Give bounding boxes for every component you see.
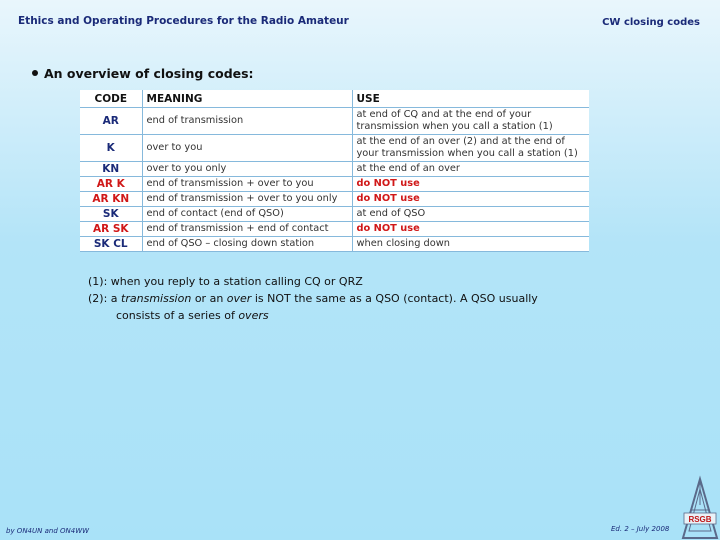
rsgb-logo-text: RSGB xyxy=(688,515,712,524)
footnote-2-text-c: is NOT the same as a QSO (contact). A QSO usually xyxy=(254,292,538,305)
footnote-1-text: when you reply to a station calling CQ or QRZ xyxy=(110,275,363,288)
footnote-2-text-d: consists of a series of xyxy=(116,309,235,322)
footnote-2-text-b: or an xyxy=(194,292,224,305)
bullet-dot-icon xyxy=(32,70,38,76)
use-cell: at the end of an over xyxy=(352,162,589,177)
use-cell: at end of CQ and at the end of your transmission when you call a station (1) xyxy=(352,108,589,135)
footnote-2-em-overs: overs xyxy=(238,309,269,322)
footnote-2-text-a: a xyxy=(110,292,118,305)
header-code: CODE xyxy=(80,90,142,108)
footnote-2-em-transmission: transmission xyxy=(121,292,192,305)
use-cell: at end of QSO xyxy=(352,207,589,222)
bullet-heading xyxy=(32,66,254,81)
table-row xyxy=(80,177,589,192)
table-row xyxy=(80,192,589,207)
table-row xyxy=(80,207,589,222)
code-cell: AR K xyxy=(80,177,142,192)
bullet-text: An overview of closing codes: xyxy=(44,66,254,81)
header-use: USE xyxy=(352,90,589,108)
use-cell: do NOT use xyxy=(352,192,589,207)
footnote-2-continuation xyxy=(88,307,538,324)
footnote-2-em-over: over xyxy=(226,292,252,305)
footnote-2 xyxy=(88,290,538,307)
meaning-cell: end of transmission + over to you xyxy=(142,177,352,192)
document-title: Ethics and Operating Procedures for the Radio Amateur xyxy=(18,15,349,27)
use-cell: at the end of an over (2) and at the end of your transmission when you call a station (1) xyxy=(352,135,589,162)
rsgb-logo-icon xyxy=(680,475,720,540)
meaning-cell: end of transmission + end of contact xyxy=(142,222,352,237)
code-cell: SK xyxy=(80,207,142,222)
use-cell: when closing down xyxy=(352,237,589,252)
footer-authors: by ON4UN and ON4WW xyxy=(6,527,90,535)
footnote-1-label: (1): xyxy=(88,275,108,288)
code-cell: AR KN xyxy=(80,192,142,207)
footer-edition: Ed. 2 – July 2008 xyxy=(611,525,670,533)
section-title: CW closing codes xyxy=(602,17,700,28)
meaning-cell: end of contact (end of QSO) xyxy=(142,207,352,222)
closing-codes-table xyxy=(80,90,589,252)
meaning-cell: over to you only xyxy=(142,162,352,177)
footnote-2-label: (2): xyxy=(88,292,108,305)
code-cell: AR xyxy=(80,108,142,135)
code-cell: K xyxy=(80,135,142,162)
table-row xyxy=(80,237,589,252)
table-row xyxy=(80,108,589,135)
header-meaning: MEANING xyxy=(142,90,352,108)
table-row xyxy=(80,222,589,237)
meaning-cell: end of transmission + over to you only xyxy=(142,192,352,207)
meaning-cell: over to you xyxy=(142,135,352,162)
table-row xyxy=(80,162,589,177)
meaning-cell: end of transmission xyxy=(142,108,352,135)
meaning-cell: end of QSO – closing down station xyxy=(142,237,352,252)
code-cell: AR SK xyxy=(80,222,142,237)
footnote-1 xyxy=(88,273,538,290)
code-cell: KN xyxy=(80,162,142,177)
use-cell: do NOT use xyxy=(352,222,589,237)
table-row xyxy=(80,135,589,162)
footnotes xyxy=(88,273,538,324)
use-cell: do NOT use xyxy=(352,177,589,192)
code-cell: SK CL xyxy=(80,237,142,252)
table-header-row xyxy=(80,90,589,108)
